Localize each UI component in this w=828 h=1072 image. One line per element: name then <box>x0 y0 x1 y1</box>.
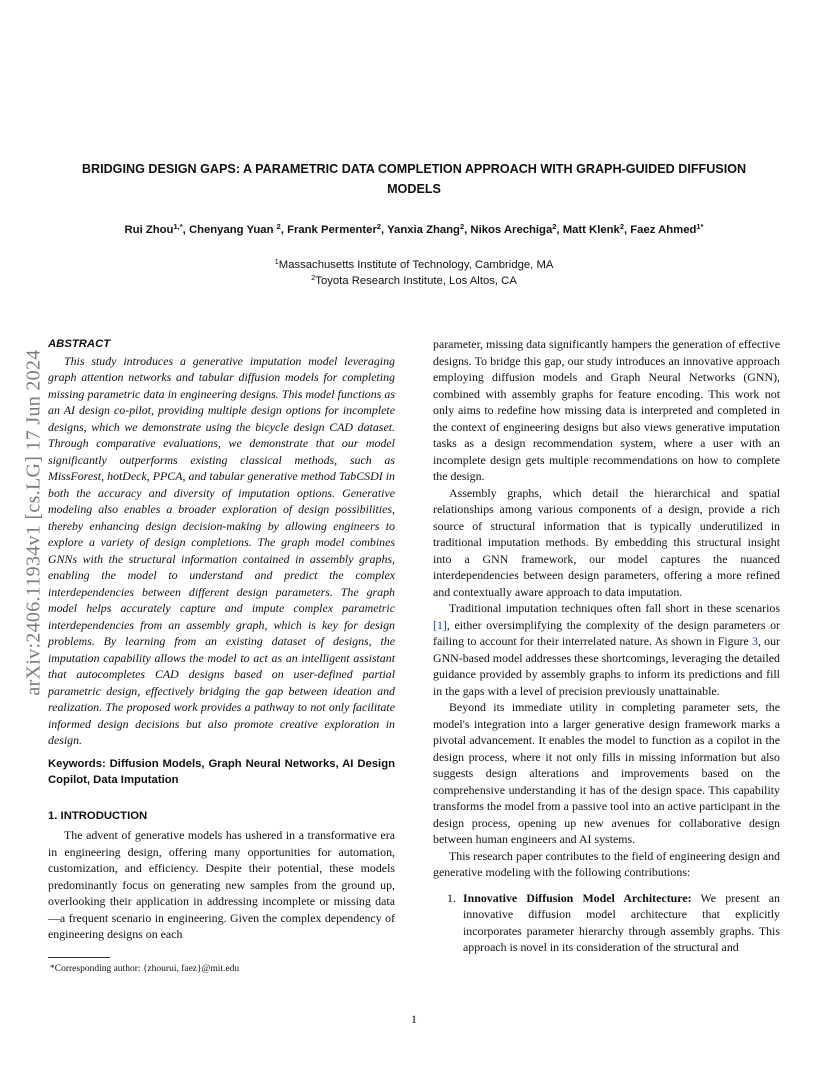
body-paragraph: Traditional imputation techniques often fall short in these scenarios [1], either oversimplifying the complexity of the design parameters or failing to account for their interrelated nature. As shown in Figure 3, our GNN-based model addresses these shortcomings, leveraging the detailed guidance provided by assembly graphs to inform its predictions and fill in the gaps with a level of precision previously unattainable. <box>433 601 780 698</box>
left-column <box>48 336 395 943</box>
intro-paragraph: The advent of generative models has ushered in a transformative era in engineering design, offering many opportunities for automation, customization, and efficiency. Despite their potential, these models predominantly focus on generating new samples from the ground up, overlooking their application in addressing incomplete or missing data—a frequent scenario in engineering. Given the complex dependency of engineering designs on each <box>48 828 395 941</box>
keywords: Keywords: Diffusion Models, Graph Neural Networks, AI Design Copilot, Data Imputation <box>48 757 395 786</box>
body-paragraph: parameter, missing data significantly hampers the generation of effective designs. To bridge this gap, our study introduces an innovative approach employing diffusion models and Graph Neural Networks (GNN), combined with assembly graphs for feature encoding. This work not only aims to redefine how missing data is interpreted and completed in the context of engineering designs but also views generative imputation tasks as a design recommendation system, where a user with an incomplete design gets multiple recommendations on how to complete the design. <box>433 337 780 483</box>
arxiv-identifier-stamp <box>22 292 46 752</box>
body-paragraph: Assembly graphs, which detail the hierarchical and spatial relationships among various components of a design, provide a rich source of structural information that is typically underutilized in traditional imputation methods. By embedding this structural insight into a GNN framework, our model captures the nuanced interdependencies between design parameters, offering a more refined and contextually aware approach to data imputation. <box>433 485 780 599</box>
author: Rui Zhou$^{1,*}$ <box>124 222 183 236</box>
author: Nikos Arechiga$^2$ <box>470 222 557 236</box>
footnote-divider <box>48 957 110 958</box>
list-item-number: 1. <box>447 890 456 905</box>
body-paragraph: This research paper contributes to the field of engineering design and generative modeling with the following contributions: <box>433 848 780 879</box>
page-number: 1 <box>411 1012 417 1026</box>
section-heading-introduction: 1. INTRODUCTION <box>48 809 148 822</box>
list-item-text: We present an innovative diffusion model architecture that explicitly incorporates parameter hierarchy through assembly graphs. This approach is novel in its consideration of the structural and <box>463 890 780 954</box>
body-paragraph: Beyond its immediate utility in completing parameter sets, the model's integration into a larger generative design framework marks a pivotal advancement. It enables the model to function as a copilot in the design process, where it not only fills in missing information but also suggests design alterations and improvements based on the comprehensive understanding it has of the design space. This capability transforms the model from a passive tool into an active participant in the design process, opening up new avenues for collaborative design between human engineers and AI systems. <box>433 700 780 846</box>
arxiv-identifier-text: arXiv:2406.11934v1 [cs.LG] 17 Jun 2024 <box>22 348 45 696</box>
affiliation: $^1$Massachusetts Institute of Technology, Cambridge, MA <box>274 257 554 271</box>
list-item-title: Innovative Diffusion Model Architecture: <box>463 890 692 905</box>
abstract-body: This study introduces a generative imputation model leveraging graph attention networks and tabular diffusion models for completing missing parametric data in engineering designs. This model functions as an AI design co-pilot, providing multiple design options for incomplete designs, which we demonstrate using the bicycle design CAD dataset. Through comparative evaluations, we demonstrate that our model significantly outperforms existing classical methods, such as MissForest, hotDeck, PPCA, and tabular generative method TabCSDI in both the accuracy and diversity of imputation options. Generative modeling also enables a broader exploration of design possibilities, thereby enhancing design decision-making by allowing engineers to explore a variety of design completions. The graph model combines GNNs with the structural information contained in assembly graphs, enabling the model to understand and predict the complex interdependencies between different design parameters. The graph model helps accurately capture and impute complex parametric interdependencies from an assembly graph, which is key for design problems. By learning from an existing dataset of designs, the imputation capability allows the model to act as an intelligent assistant that autocompletes CAD designs based on user-defined partial parametric design, effectively bridging the gap between ideation and realization. The proposed work provides a pathway to not only facilitate informed design decisions but also promote creative exploration in design. <box>48 353 395 747</box>
right-column <box>433 336 780 956</box>
contributions-list <box>433 890 780 956</box>
author: Yanxia Zhang$^2$ <box>387 222 465 236</box>
figure-reference-link[interactable]: 3 <box>752 634 758 648</box>
abstract-heading: ABSTRACT <box>48 338 111 350</box>
author: Chenyang Yuan $^2$ <box>188 222 281 236</box>
list-item <box>433 890 780 956</box>
author: Matt Klenk$^2$ <box>562 222 624 236</box>
author: Frank Permenter$^2$ <box>287 222 382 236</box>
footnote: *Corresponding author: {zhourui, faez}@mit.edu <box>50 964 240 974</box>
author: Faez Ahmed$^{1*}$ <box>630 222 704 236</box>
affiliation: $^2$Toyota Research Institute, Los Altos, CA <box>311 273 517 287</box>
abstract-section <box>48 336 395 749</box>
citation-link[interactable]: [1] <box>433 617 447 632</box>
paper-title: BRIDGING DESIGN GAPS: A PARAMETRIC DATA COMPLETION APPROACH WITH GRAPH-GUIDED DIFFUSION MODELS <box>81 162 747 196</box>
author-list: Rui Zhou$^{1,*}$, Chenyang Yuan $^2$, Frank Permenter$^2$, Yanxia Zhang$^2$, Nikos Arechiga$^2$, Matt Klenk$^2$, Faez Ahmed$^{1*}$ <box>124 222 704 236</box>
